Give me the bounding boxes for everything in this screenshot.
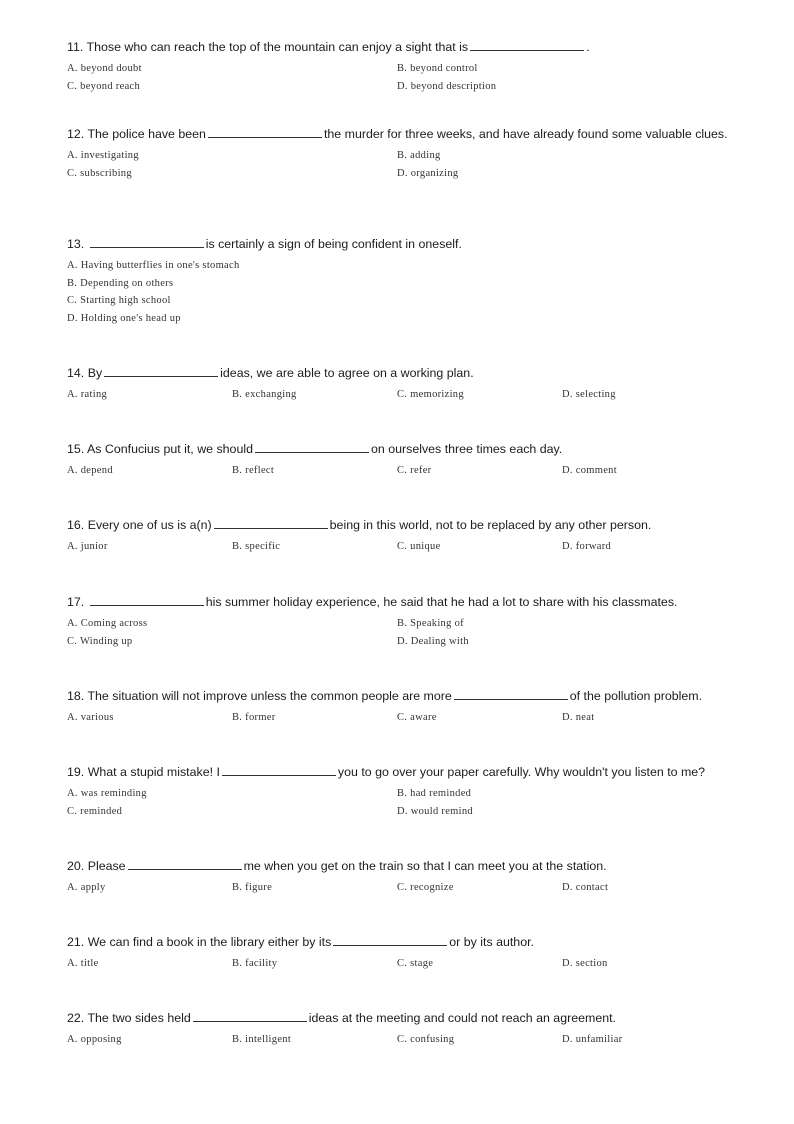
stem-text-after: me when you get on the train so that I can meet you at the station.	[243, 859, 607, 873]
option-a[interactable]: A. depend	[67, 465, 113, 476]
option-a[interactable]: A. opposing	[67, 1034, 122, 1045]
answer-blank	[128, 858, 242, 870]
answer-blank	[470, 39, 584, 51]
option-b[interactable]: B. had reminded	[397, 788, 472, 799]
option-a[interactable]: A. various	[67, 712, 114, 723]
question-17	[67, 593, 735, 649]
option-b[interactable]: B. exchanging	[232, 389, 297, 400]
answer-blank	[454, 688, 568, 700]
question-number: 15.	[67, 442, 85, 456]
question-stem	[67, 235, 735, 253]
option-d[interactable]: D. forward	[562, 541, 612, 552]
answer-blank	[222, 764, 336, 776]
question-stem	[67, 687, 767, 705]
question-number: 20.	[67, 859, 85, 873]
stem-text-before: As Confucius put it, we should	[87, 442, 253, 456]
question-number: 19.	[67, 765, 85, 779]
question-19	[67, 763, 767, 819]
stem-text-after: on ourselves three times each day.	[371, 442, 563, 456]
option-c[interactable]: C. unique	[397, 541, 441, 552]
option-d[interactable]: D. Holding one's head up	[67, 312, 181, 324]
stem-text-before: The two sides held	[87, 1011, 191, 1025]
stem-text-after: or by its author.	[449, 935, 534, 949]
stem-text-before: Every one of us is a(n)	[87, 518, 212, 532]
question-stem	[67, 1009, 735, 1027]
question-number: 21.	[67, 935, 85, 949]
option-c[interactable]: C. Starting high school	[67, 295, 171, 306]
options	[67, 881, 735, 896]
answer-blank	[90, 594, 204, 606]
question-16	[67, 516, 735, 555]
question-number: 12.	[67, 127, 85, 141]
option-d[interactable]: D. would remind	[397, 805, 473, 817]
options	[67, 464, 735, 479]
answer-blank	[90, 236, 204, 248]
option-c[interactable]: C. subscribing	[67, 167, 132, 179]
question-number: 14.	[67, 366, 85, 380]
question-stem	[67, 933, 735, 951]
stem-text-after: .	[586, 40, 590, 54]
option-c[interactable]: C. Winding up	[67, 635, 133, 647]
question-22	[67, 1009, 735, 1048]
answer-blank	[104, 365, 218, 377]
option-d[interactable]: D. beyond description	[397, 80, 497, 92]
option-a[interactable]: A. title	[67, 958, 99, 969]
stem-text-after: you to go over your paper carefully. Why wouldn't you listen to me?	[337, 765, 706, 779]
question-stem	[67, 38, 735, 56]
question-stem	[67, 593, 735, 611]
option-a[interactable]: A. investigating	[67, 150, 139, 161]
option-b[interactable]: B. Speaking of	[397, 618, 464, 629]
question-stem	[67, 440, 735, 458]
stem-text-before: By	[87, 366, 103, 380]
option-d[interactable]: D. contact	[562, 882, 609, 893]
stem-text-before: What a stupid mistake! I	[87, 765, 220, 779]
option-b[interactable]: B. figure	[232, 882, 273, 893]
question-number: 22.	[67, 1011, 85, 1025]
options	[67, 62, 735, 94]
stem-text-after: is certainly a sign of being confident in oneself.	[205, 237, 462, 251]
question-number: 16.	[67, 518, 85, 532]
question-number: 13.	[67, 237, 85, 251]
stem-text-before: The police have been	[87, 127, 206, 141]
option-d[interactable]: D. comment	[562, 465, 617, 476]
question-14	[67, 364, 735, 403]
stem-text-after: being in this world, not to be replaced by any other person.	[329, 518, 652, 532]
options	[67, 388, 735, 403]
option-c[interactable]: C. beyond reach	[67, 80, 141, 92]
option-b[interactable]: B. Depending on others	[67, 277, 174, 289]
options	[67, 259, 735, 326]
option-b[interactable]: B. intelligent	[232, 1034, 292, 1045]
question-13	[67, 235, 735, 326]
option-c[interactable]: C. reminded	[67, 805, 123, 817]
question-15	[67, 440, 735, 479]
stem-text-before: Please	[87, 859, 126, 873]
options	[67, 787, 767, 819]
option-a[interactable]: A. junior	[67, 541, 108, 552]
stem-text-before: Those who can reach the top of the mountain can enjoy a sight that is	[86, 40, 469, 54]
option-c[interactable]: C. aware	[397, 712, 437, 723]
option-c[interactable]: C. stage	[397, 958, 434, 969]
answer-blank	[208, 126, 322, 138]
question-18	[67, 687, 767, 726]
stem-text-before: The situation will not improve unless the common people are more	[87, 689, 452, 703]
stem-text-after: of the pollution problem.	[569, 689, 703, 703]
option-a[interactable]: A. rating	[67, 389, 108, 400]
answer-blank	[255, 441, 369, 453]
option-b[interactable]: B. reflect	[232, 465, 275, 476]
options	[67, 540, 735, 555]
question-number: 11.	[67, 40, 84, 54]
question-20	[67, 857, 735, 896]
question-number: 17.	[67, 595, 85, 609]
option-c[interactable]: C. refer	[397, 465, 432, 476]
answer-blank	[214, 517, 328, 529]
option-d[interactable]: D. Dealing with	[397, 635, 469, 647]
options	[67, 617, 735, 649]
option-d[interactable]: D. selecting	[562, 389, 616, 400]
options	[67, 149, 735, 181]
option-b[interactable]: B. beyond control	[397, 63, 478, 74]
question-stem	[67, 364, 735, 382]
option-c[interactable]: C. confusing	[397, 1034, 455, 1045]
question-number: 18.	[67, 689, 85, 703]
option-a[interactable]: A. was reminding	[67, 788, 147, 799]
option-a[interactable]: A. Coming across	[67, 618, 148, 629]
option-b[interactable]: B. facility	[232, 958, 278, 969]
stem-text-after: ideas, we are able to agree on a working plan.	[220, 366, 474, 380]
answer-blank	[333, 934, 447, 946]
option-b[interactable]: B. former	[232, 712, 276, 723]
option-a[interactable]: A. Having butterflies in one's stomach	[67, 260, 240, 271]
option-b[interactable]: B. adding	[397, 150, 441, 161]
question-21	[67, 933, 735, 972]
option-a[interactable]: A. beyond doubt	[67, 63, 142, 74]
question-stem	[67, 516, 735, 534]
option-b[interactable]: B. specific	[232, 541, 281, 552]
option-d[interactable]: D. unfamiliar	[562, 1034, 623, 1045]
stem-text-after: his summer holiday experience, he said that he had a lot to share with his classmates.	[205, 595, 678, 609]
stem-text-after: ideas at the meeting and could not reach an agreement.	[308, 1011, 616, 1025]
question-stem	[67, 763, 767, 781]
option-d[interactable]: D. organizing	[397, 167, 459, 179]
option-d[interactable]: D. section	[562, 958, 608, 969]
options	[67, 957, 735, 972]
question-12	[67, 125, 735, 181]
option-a[interactable]: A. apply	[67, 882, 106, 893]
option-c[interactable]: C. memorizing	[397, 389, 464, 400]
question-stem	[67, 857, 735, 875]
stem-text-before: We can find a book in the library either by its	[87, 935, 332, 949]
option-c[interactable]: C. recognize	[397, 882, 454, 893]
answer-blank	[193, 1010, 307, 1022]
question-11	[67, 38, 735, 94]
options	[67, 711, 767, 726]
options	[67, 1033, 735, 1048]
option-d[interactable]: D. neat	[562, 712, 595, 723]
question-stem	[67, 125, 735, 143]
stem-text-after: the murder for three weeks, and have already found some valuable clues.	[323, 127, 728, 141]
